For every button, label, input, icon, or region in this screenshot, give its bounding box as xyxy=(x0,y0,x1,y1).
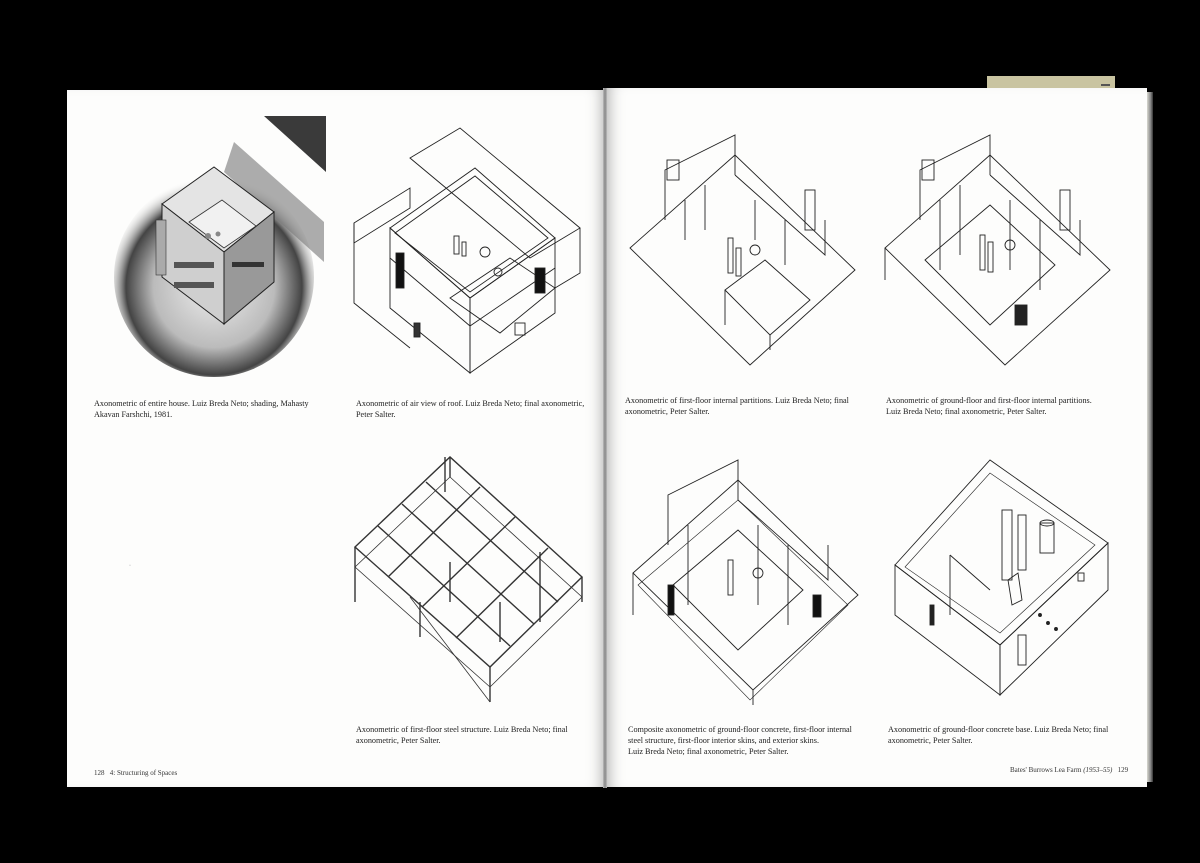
stray-mark: · xyxy=(129,563,131,569)
first-floor-partitions-axonometric xyxy=(625,130,860,375)
ground-floor-concrete-base-axonometric xyxy=(890,455,1115,700)
shaded-house-axonometric xyxy=(104,112,330,384)
left-footer xyxy=(94,769,177,777)
caption-steel-structure: Axonometric of first-floor steel structure. Luiz Breda Neto; final axonometric, Peter Salter. xyxy=(356,725,568,745)
left-running-head: 4: Structuring of Spaces xyxy=(109,769,178,777)
ground-and-first-floor-partitions-axonometric xyxy=(880,130,1115,375)
page-edges xyxy=(1147,92,1153,782)
right-footer xyxy=(1010,766,1128,774)
roof-axonometric xyxy=(350,118,590,383)
caption-first-floor-partitions: Axonometric of first-floor internal partitions. Luiz Breda Neto; final axonometric, Peter Salter. xyxy=(625,396,849,416)
caption-concrete-base: Axonometric of ground-floor concrete base. Luiz Breda Neto; final axonometric, Peter Salter. xyxy=(888,725,1109,745)
right-page-number: 129 xyxy=(1117,766,1129,774)
caption-entire-house: Axonometric of entire house. Luiz Breda Neto; shading, Mahasty Akavan Farshchi, 1981. xyxy=(94,399,309,419)
right-running-head-years: (1953–55) xyxy=(1083,766,1113,774)
right-running-head: Bates' Burrows Lea Farm xyxy=(1010,766,1082,774)
steel-structure-axonometric xyxy=(350,452,590,707)
caption-roof: Axonometric of air view of roof. Luiz Breda Neto; final axonometric, Peter Salter. xyxy=(356,399,585,419)
left-page-number: 128 xyxy=(94,769,105,777)
caption-ground-and-first-floor-partitions: Axonometric of ground-floor and first-floor internal partitions. Luiz Breda Neto; final axonometric, Peter Salter. xyxy=(886,396,1092,416)
chapter-tab-mark xyxy=(1101,84,1110,86)
caption-composite: Composite axonometric of ground-floor concrete, first-floor internal steel structure, first-floor interior skins, and exterior skins. Luiz Breda Neto; final axonometric, Peter Salter. xyxy=(628,725,852,756)
composite-axonometric xyxy=(628,455,863,710)
book-gutter xyxy=(603,88,607,788)
